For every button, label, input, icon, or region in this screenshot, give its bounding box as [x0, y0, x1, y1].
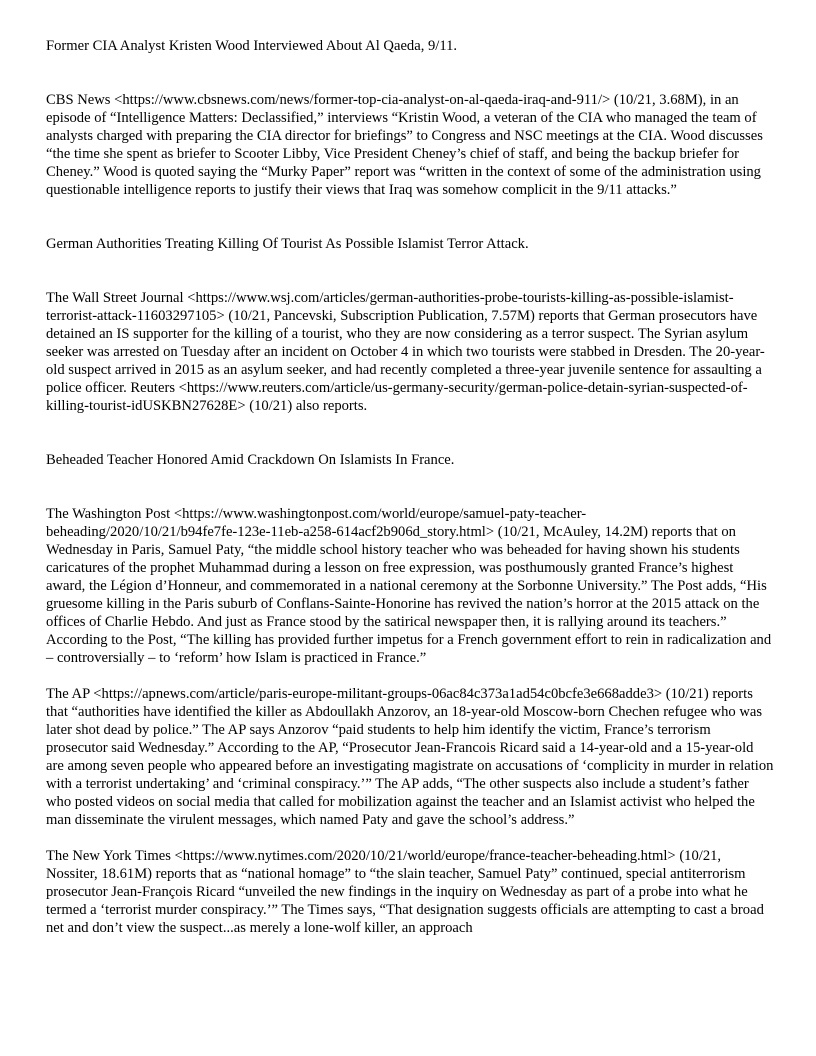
story-paragraph: The New York Times <https://www.nytimes.com/2020/10/21/world/europe/france-teacher-beheading.html> (10/21, Nossiter, 18.61M) reports that as “national homage” to “the slain teacher, Samuel Paty” continued, special antiterrorism prosecutor Jean-François Ricard “unveiled the new findings in the inquiry on Wednesday as part of a probe into what he termed a ‘terrorist murder conspiracy.’” The Times says, “That designation suggests officials are attempting to cast a broad net and don’t view the suspect...as merely a lone-wolf killer, an approach: [46, 848, 764, 936]
story-headline: Former CIA Analyst Kristen Wood Interviewed About Al Qaeda, 9/11.: [46, 38, 458, 54]
story-cia-analyst: [46, 37, 774, 199]
story-headline: Beheaded Teacher Honored Amid Crackdown On Islamists In France.: [46, 452, 455, 468]
story-beheaded-teacher: [46, 451, 774, 937]
story-paragraph: The AP <https://apnews.com/article/paris-europe-militant-groups-06ac84c373a1ad54c0bcfe3e668adde3> (10/21) reports that “authorities have identified the killer as Abdoullakh Anzorov, an 18-year-old Moscow-born Chechen refugee who was later shot dead by police.” The AP says Anzorov “paid students to help him identify the victim, France’s terrorism prosecutor said Wednesday.” According to the AP, “Prosecutor Jean-Francois Ricard said a 14-year-old and a 15-year-old are among seven people who appeared before an investigating magistrate on accusations of ‘complicity in murder in relation with a terrorist undertaking’ and ‘criminal conspiracy.’” The AP adds, “The other suspects also include a student’s father who posted videos on social media that called for mobilization against the teacher and an Islamist activist who helped the man disseminate the virulent messages, which named Paty and gave the school’s address.”: [46, 686, 774, 828]
story-paragraph: The Wall Street Journal <https://www.wsj.com/articles/german-authorities-probe-tourists-killing-as-possible-islamist-terrorist-attack-11603297105> (10/21, Pancevski, Subscription Publication, 7.57M) reports that German prosecutors have detained an IS supporter for the killing of a tourist, who they are now considering as a terror suspect. The Syrian asylum seeker was arrested on Tuesday after an incident on October 4 in which two tourists were stabbed in Dresden. The 20-year-old suspect arrived in 2015 as an asylum seeker, and had recently completed a three-year juvenile sentence for assaulting a police officer. Reuters <https://www.reuters.com/article/us-germany-security/german-police-detain-syrian-suspected-of-killing-tourist-idUSKBN27628E> (10/21) also reports.: [46, 290, 765, 414]
story-german-tourist-killing: [46, 235, 774, 415]
story-headline: German Authorities Treating Killing Of Tourist As Possible Islamist Terror Attack.: [46, 236, 529, 252]
story-paragraph: The Washington Post <https://www.washingtonpost.com/world/europe/samuel-paty-teacher-beheading/2020/10/21/b94fe7fe-123e-11eb-a258-614acf2b906d_story.html> (10/21, McAuley, 14.2M) reports that on Wednesday in Paris, Samuel Paty, “the middle school history teacher who was beheaded for having shown his students caricatures of the prophet Muhammad during a lesson on free expression, was posthumously granted France’s highest award, the Légion d’Honneur, and commemorated in a national ceremony at the Sorbonne University.” The Post adds, “His gruesome killing in the Paris suburb of Conflans-Sainte-Honorine has revived the nation’s horror at the 2015 attack on the offices of Charlie Hebdo. And just as France stood by the satirical newspaper then, it is rallying around its teachers.” According to the Post, “The killing has provided further impetus for a French government effort to rein in radicalization and – controversially – to ‘reform’ how Islam is practiced in France.”: [46, 506, 772, 666]
document-page: [46, 37, 774, 937]
story-paragraph: CBS News <https://www.cbsnews.com/news/former-top-cia-analyst-on-al-qaeda-iraq-and-911/> (10/21, 3.68M), in an episode of “Intelligence Matters: Declassified,” interviews “Kristin Wood, a veteran of the CIA who managed the team of analysts charged with preparing the CIA director for briefings” to Congress and NSC meetings at the CIA. Wood discusses “the time she spent as briefer to Scooter Libby, Vice President Cheney’s chief of staff, and being the backup briefer for Cheney.” Wood is quoted saying the “Murky Paper” report was “written in the context of some of the administration using questionable intelligence reports to justify their views that Iraq was somehow complicit in the 9/11 attacks.”: [46, 92, 763, 198]
